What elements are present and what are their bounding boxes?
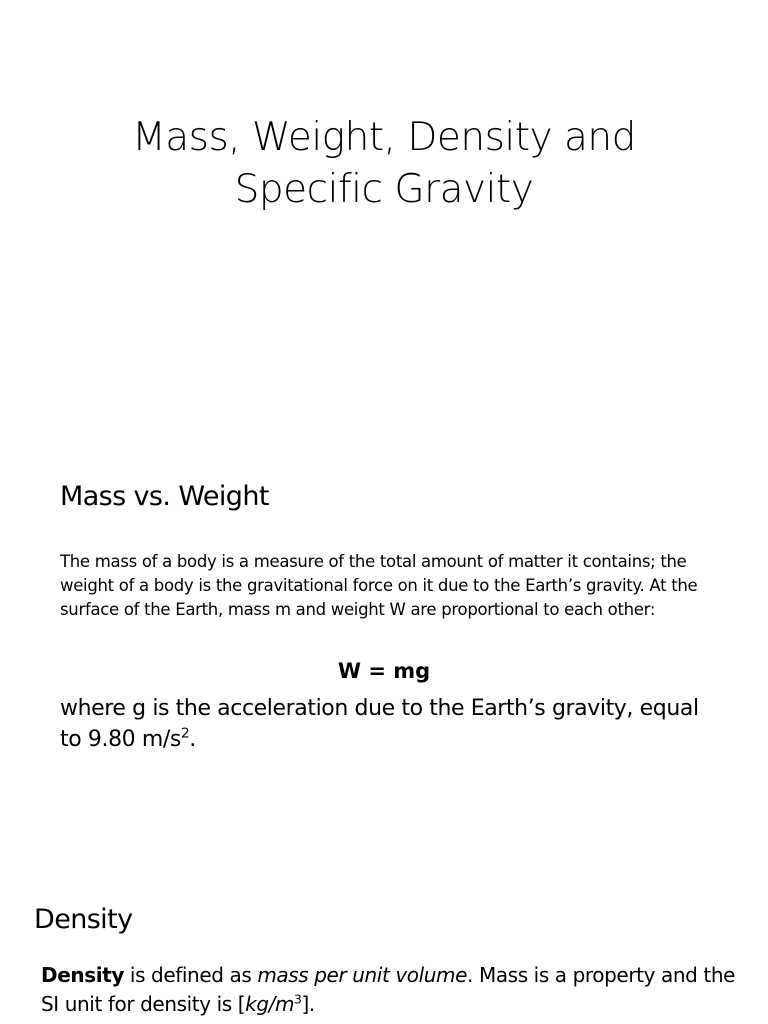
title-slide — [0, 0, 768, 430]
density-unit-exponent: 3 — [294, 991, 302, 1007]
mass-vs-weight-slide — [0, 455, 768, 855]
density-definition — [41, 961, 741, 1019]
density-text-2: . Mass is a property and the SI unit for density is [ — [41, 963, 735, 1016]
gravity-explanation — [60, 693, 720, 755]
weight-formula: W = mg — [337, 659, 431, 683]
density-text-1: is defined as — [123, 963, 258, 987]
slide-title-line-2: Specific Gravity — [234, 167, 534, 212]
gravity-explanation-text: where g is the acceleration due to the Earth’s gravity, equal to 9.80 m/s — [60, 696, 699, 752]
density-unit: kg/m — [245, 992, 295, 1016]
mass-weight-paragraph: The mass of a body is a measure of the total amount of matter it contains; the weight of a body is the gravitational force on it due to the Earth’s gravity. At the surface of the Earth, mass m and weight W are proportional to each other: — [60, 552, 698, 619]
slide-title-line-1: Mass, Weight, Density and — [132, 115, 636, 160]
density-term: Density — [41, 963, 124, 987]
density-slide — [0, 875, 768, 1024]
density-emphasis: mass per unit volume — [257, 963, 468, 987]
gravity-unit-exponent: 2 — [180, 725, 190, 742]
section-heading-density: Density — [34, 904, 133, 935]
gravity-explanation-end: . — [189, 727, 196, 752]
slide-title — [60, 112, 708, 216]
section-heading-mass-vs-weight: Mass vs. Weight — [60, 481, 269, 512]
density-text-3: ]. — [301, 992, 315, 1016]
